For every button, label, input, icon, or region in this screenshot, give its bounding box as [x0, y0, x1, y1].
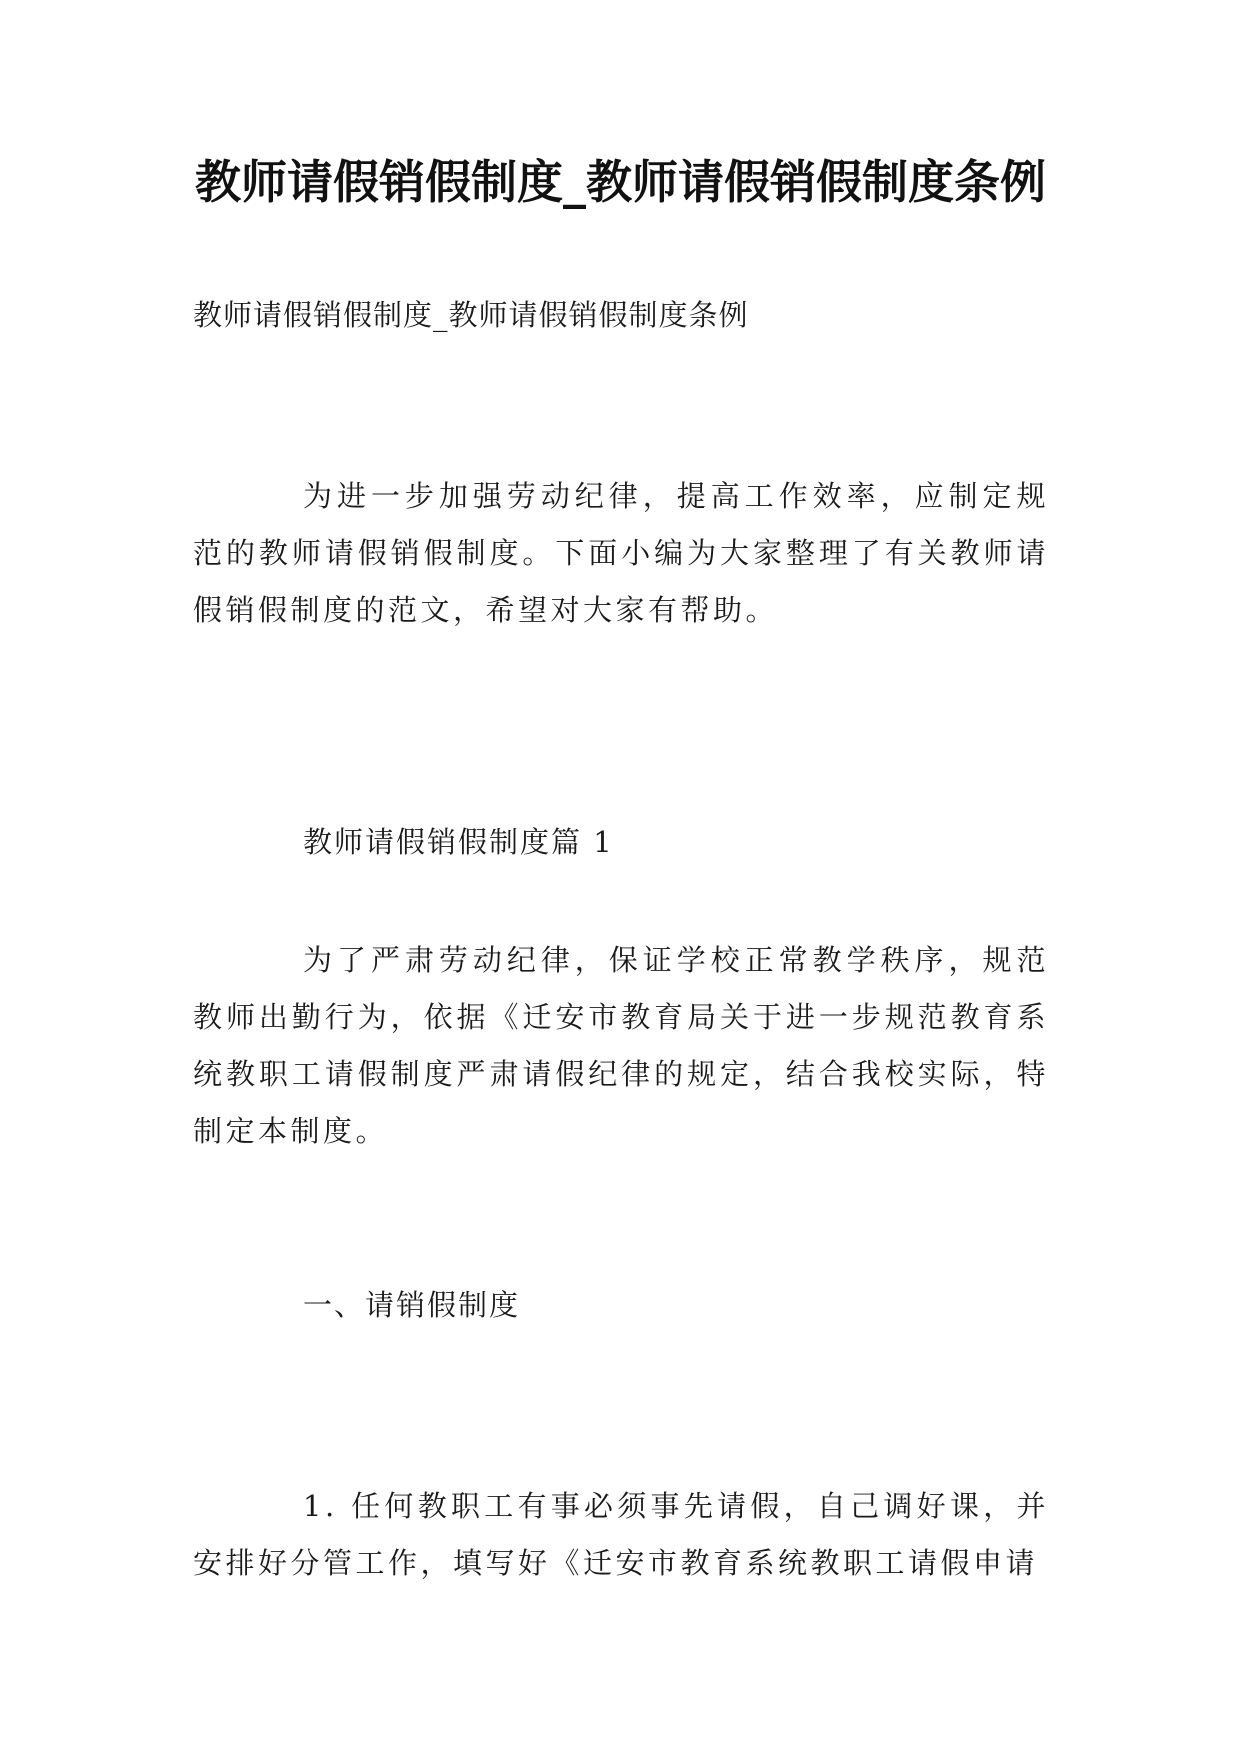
list-item-1: 1. 任何教职工有事必须事先请假，自己调好课，并安排好分管工作，填写好《迁安市教育系统教职工请假申请: [193, 1489, 1049, 1580]
intro-paragraph: 为进一步加强劳动纪律，提高工作效率，应制定规范的教师请假销假制度。下面小编为大家整理了有关教师请假销假制度的范文，希望对大家有帮助。: [193, 479, 1049, 627]
section-heading: 教师请假销假制度篇 1: [303, 825, 614, 859]
document-title: 教师请假销假制度_教师请假销假制度条例: [195, 155, 1046, 209]
subheading-leave-system: 一、请销假制度: [303, 1288, 521, 1322]
document-subtitle: 教师请假销假制度_教师请假销假制度条例: [193, 298, 749, 332]
section-paragraph: 为了严肃劳动纪律，保证学校正常教学秩序，规范教师出勤行为，依据《迁安市教育局关于进一步规范教育系统教职工请假制度严肃请假纪律的规定，结合我校实际，特制定本制度。: [193, 943, 1049, 1148]
